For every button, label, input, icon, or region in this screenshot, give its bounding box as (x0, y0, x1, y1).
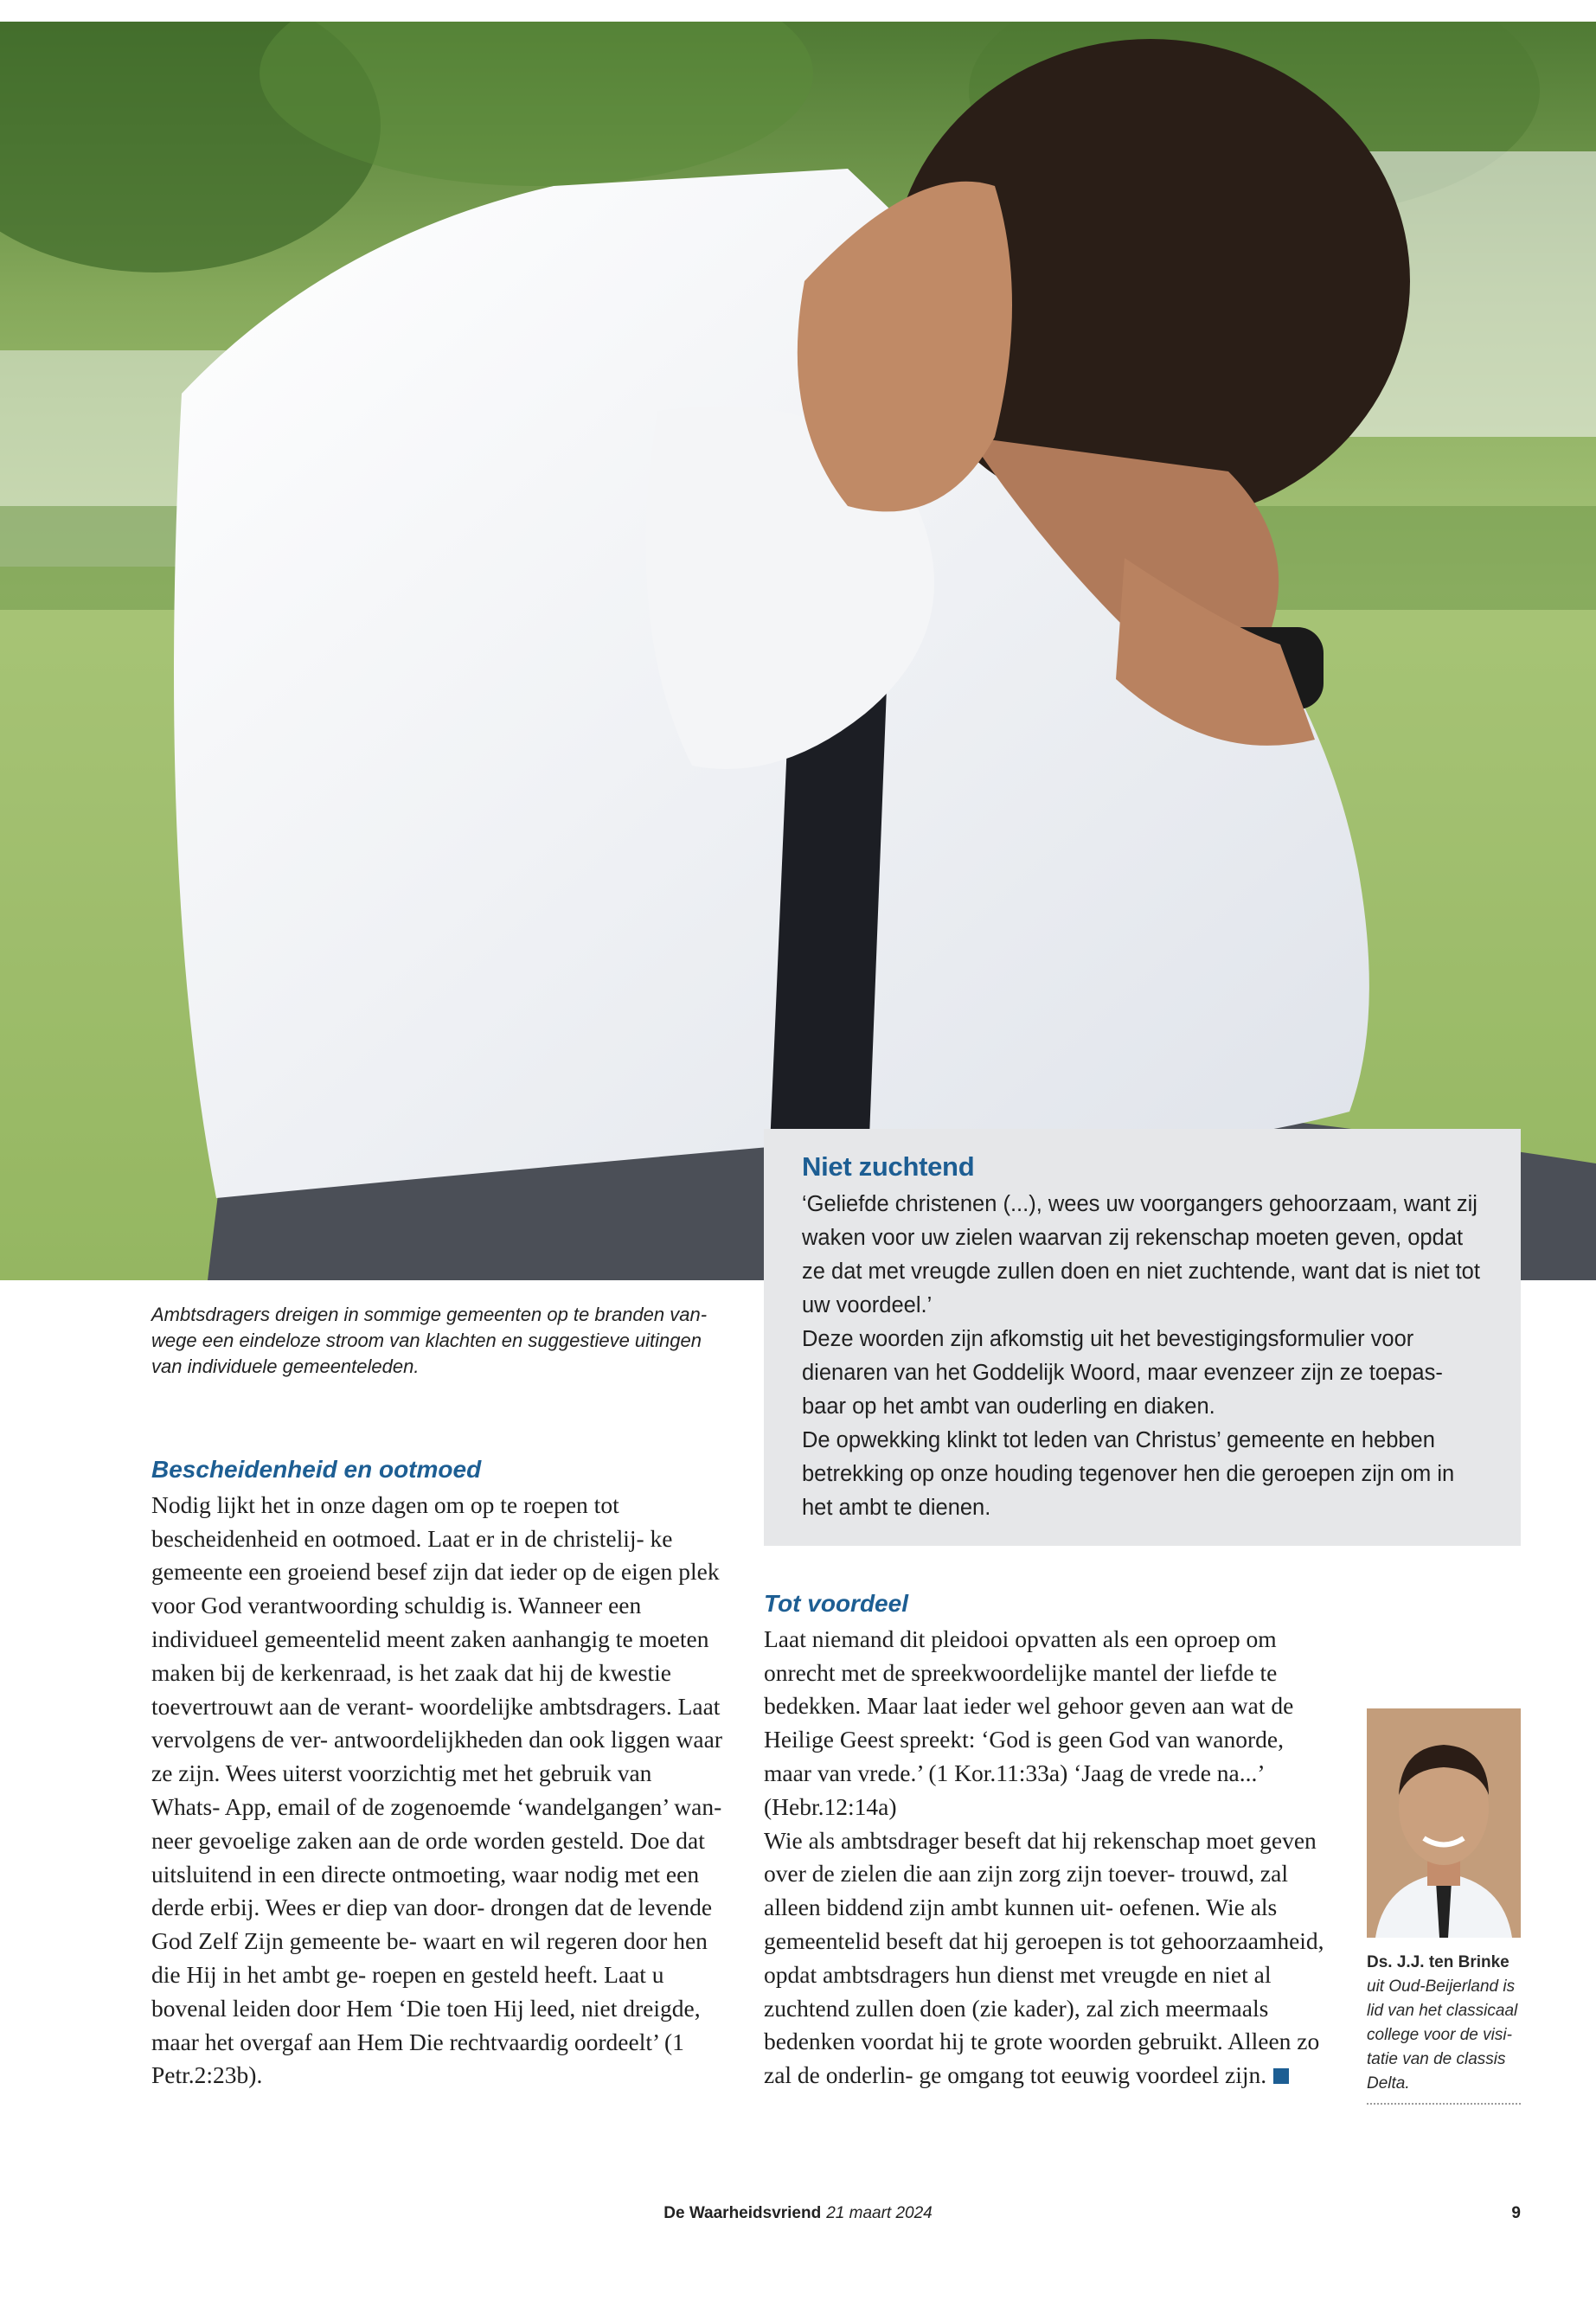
author-description: uit Oud-Beijerland is lid van het classicaal college voor de visi- tatie van de classis Delta. (1367, 1977, 1518, 2093)
quote-box (764, 1129, 1521, 1546)
author-photo (1367, 1708, 1521, 1938)
author-name: Ds. J.J. ten Brinke (1367, 1953, 1509, 1971)
photo-caption: Ambtsdragers dreigen in sommige gemeenten op te branden van- wege een eindeloze stroom van klachten en suggestieve uitingen van individuele gemeenteleden. (151, 1304, 708, 1377)
quote-box-paragraph: Deze woorden zijn afkomstig uit het bevestigingsformulier voor dienaren van het Goddelijk Woord, maar evenzeer zijn ze toepas- baar op het ambt van ouderling en diaken. (802, 1327, 1443, 1419)
author-bio (1367, 1951, 1521, 2105)
page-number: 9 (1511, 2204, 1521, 2222)
author-portrait-illustration (1367, 1708, 1521, 1938)
body-paragraph: Laat niemand dit pleidooi opvatten als een oproep om onrecht met de spreekwoordelijke mantel der liefde te bedekken. Maar laat ieder wel gehoor geven aan wat de Heilige Geest spreekt: ‘God is geen God van wanorde, maar van vrede.’ (1 Kor.11:33a) ‘Jaag de vrede na...’ (Hebr.12:14a) (764, 1625, 1294, 1820)
body-paragraph: Nodig lijkt het in onze dagen om op te roepen tot bescheidenheid en ootmoed. Laat er in de christelij- ke gemeente een groeiend besef zijn dat ieder op de eigen plek voor God verantwoording schuldig is. Wanneer een individueel gemeentelid meent zaken aanhangig te moeten maken bij de kerkenraad, is het zaak dat hij de kwestie toevertrouwt aan de verant- woordelijke ambtsdragers. Laat vervolgens de ver- antwoordelijkheden dan ook liggen waar ze zijn. Wees uiterst voorzichtig met het gebruik van Whats- App, email of de zogenoemde ‘wandelgangen’ wan- neer gevoelige zaken aan de orde worden gesteld. Doe dat uitsluitend in een directe ontmoeting, waar nodig met een derde erbij. Wees er diep van door- drongen dat de levende God Zelf Zijn gemeente be- waart en wil regeren door hen die Hij in het ambt ge- roepen en gesteld heeft. Laat u bovenal leiden door Hem ‘Die toen Hij leed, niet dreigde, maar het overgaf aan Hem Die rechtvaardig oordeelt’ (1 Petr.2:23b). (151, 1490, 722, 2089)
issue-date: 21 maart 2024 (826, 2204, 933, 2222)
body-paragraph-text: Wie als ambtsdrager beseft dat hij rekenschap moet geven over de zielen die aan zijn zorg zijn toever- trouwd, zal alleen biddend zijn ambt kunnen uit- oefenen. Wie als gemeentelid beseft dat hij geroepen is tot gehoorzaamheid, opdat ambtsdragers hun dienst met vreugde en niet al zuchtend zullen doen (zie kader), zal zich meermaals bedenken voordat hij te grote woorden gebruikt. Alleen zo zal de onderlin- ge omgang tot eeuwig voordeel zijn. (764, 1826, 1324, 2089)
body-paragraph (764, 1824, 1335, 2093)
page-footer (0, 2204, 1596, 2223)
magazine-name: De Waarheidsvriend (663, 2204, 822, 2222)
article-column-right (764, 1587, 1335, 2093)
quote-box-title: Niet zuchtend (802, 1151, 975, 1182)
photo-illustration (0, 22, 1596, 1280)
article-column-left (151, 1453, 722, 2093)
section-heading: Bescheidenheid en ootmoed (151, 1456, 482, 1483)
quote-box-paragraph: De opwekking klinkt tot leden van Christus’ gemeente en hebben betrekking op onze houding tegenover hen die geroepen zijn om in het ambt te dienen. (802, 1428, 1455, 1520)
header-photo (0, 22, 1596, 1280)
quote-box-paragraph: ‘Geliefde christenen (...), wees uw voorgangers gehoorzaam, want zij waken voor uw zielen waarvan zij rekenschap moeten geven, opdat ze dat met vreugde zullen doen en niet zuchtende, want dat is niet tot uw voordeel.’ (802, 1192, 1480, 1317)
section-heading: Tot voordeel (764, 1590, 908, 1617)
end-mark-icon (1273, 2068, 1289, 2084)
